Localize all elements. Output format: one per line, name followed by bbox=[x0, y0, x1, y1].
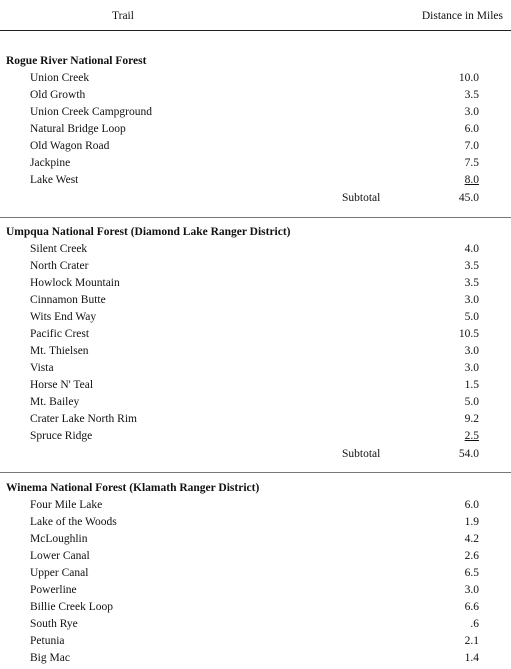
table-row bbox=[0, 635, 511, 652]
trail-name: Big Mac bbox=[30, 652, 70, 664]
trail-name: Mt. Bailey bbox=[30, 396, 80, 408]
trail-distance: 3.0 bbox=[464, 362, 479, 374]
table-row bbox=[0, 499, 511, 516]
trail-name: Billie Creek Loop bbox=[30, 601, 114, 613]
trail-name: North Crater bbox=[30, 260, 89, 272]
table-row bbox=[0, 379, 511, 396]
trail-name: Petunia bbox=[30, 635, 65, 647]
trail-distance: 4.2 bbox=[464, 533, 479, 545]
trail-name: Natural Bridge Loop bbox=[30, 123, 126, 135]
trail-distance: 1.5 bbox=[464, 379, 479, 391]
table-row bbox=[0, 345, 511, 362]
table-row bbox=[0, 260, 511, 277]
table-row bbox=[0, 123, 511, 140]
table-row bbox=[0, 516, 511, 533]
trail-distance: 10.0 bbox=[458, 72, 479, 84]
table-row bbox=[0, 311, 511, 328]
trail-distance: 1.4 bbox=[464, 652, 479, 664]
table-row bbox=[0, 533, 511, 550]
trail-distance: 9.2 bbox=[464, 413, 479, 425]
trail-name: Old Wagon Road bbox=[30, 140, 110, 152]
trail-distance: 2.1 bbox=[464, 635, 479, 647]
trail-name: Crater Lake North Rim bbox=[30, 413, 137, 425]
column-header-trail: Trail bbox=[112, 10, 134, 22]
trail-name: Lake of the Woods bbox=[30, 516, 117, 528]
trail-distance: 2.5 bbox=[464, 430, 479, 442]
trail-name: Pacific Crest bbox=[30, 328, 90, 340]
table-row bbox=[0, 430, 511, 447]
trail-distance: 1.9 bbox=[464, 516, 479, 528]
table-row bbox=[0, 652, 511, 669]
table-row bbox=[0, 550, 511, 567]
trail-distance: 8.0 bbox=[464, 174, 479, 186]
trail-distance: 7.0 bbox=[464, 140, 479, 152]
trail-name: Jackpine bbox=[30, 157, 71, 169]
trail-name: McLoughlin bbox=[30, 533, 88, 545]
trail-distance: 3.0 bbox=[464, 106, 479, 118]
trail-distance: 3.5 bbox=[464, 260, 479, 272]
subtotal-label: Subtotal bbox=[342, 448, 381, 460]
trail-name: South Rye bbox=[30, 618, 78, 630]
section-title: Winema National Forest (Klamath Ranger District) bbox=[6, 482, 260, 494]
section-divider bbox=[0, 472, 511, 473]
trail-name: Silent Creek bbox=[30, 243, 88, 255]
table-row bbox=[0, 362, 511, 379]
trail-distance: 6.0 bbox=[464, 499, 479, 511]
table-row bbox=[0, 413, 511, 430]
trail-name: Lake West bbox=[30, 174, 79, 186]
subtotal-value: 54.0 bbox=[458, 448, 479, 460]
table-row bbox=[0, 140, 511, 157]
column-header-distance: Distance in Miles bbox=[421, 10, 503, 22]
section-title: Rogue River National Forest bbox=[6, 55, 147, 67]
subtotal-label: Subtotal bbox=[342, 192, 381, 204]
trail-distance: 6.6 bbox=[464, 601, 479, 613]
section-divider bbox=[0, 217, 511, 218]
trail-distance: 6.0 bbox=[464, 123, 479, 135]
trail-distance: 3.0 bbox=[464, 294, 479, 306]
trail-name: Spruce Ridge bbox=[30, 430, 93, 442]
trail-distance: .6 bbox=[470, 618, 479, 630]
table-row bbox=[0, 328, 511, 345]
table-row bbox=[0, 567, 511, 584]
trail-distance: 4.0 bbox=[464, 243, 479, 255]
trail-name: Lower Canal bbox=[30, 550, 90, 562]
trail-distance: 5.0 bbox=[464, 396, 479, 408]
trail-distance: 3.0 bbox=[464, 584, 479, 596]
trail-name: Upper Canal bbox=[30, 567, 89, 579]
table-row bbox=[0, 243, 511, 260]
trail-distance: 2.6 bbox=[464, 550, 479, 562]
trail-name: Horse N' Teal bbox=[30, 379, 94, 391]
trail-distance: 7.5 bbox=[464, 157, 479, 169]
trail-distance: 3.0 bbox=[464, 345, 479, 357]
trail-name: Union Creek Campground bbox=[30, 106, 153, 118]
trail-name: Union Creek bbox=[30, 72, 90, 84]
trail-distance: 3.5 bbox=[464, 89, 479, 101]
table-row bbox=[0, 157, 511, 174]
trail-name: Howlock Mountain bbox=[30, 277, 120, 289]
trail-name: Mt. Thielsen bbox=[30, 345, 89, 357]
table-row bbox=[0, 294, 511, 311]
trail-name: Cinnamon Butte bbox=[30, 294, 106, 306]
trail-name: Vista bbox=[30, 362, 54, 374]
table-row bbox=[0, 106, 511, 123]
trail-name: Old Growth bbox=[30, 89, 86, 101]
trail-distance: 10.5 bbox=[458, 328, 479, 340]
table-row bbox=[0, 277, 511, 294]
trail-name: Powerline bbox=[30, 584, 77, 596]
section-title: Umpqua National Forest (Diamond Lake Ranger District) bbox=[6, 226, 291, 238]
trail-distance: 3.5 bbox=[464, 277, 479, 289]
subtotal-value: 45.0 bbox=[458, 192, 479, 204]
trail-distance: 5.0 bbox=[464, 311, 479, 323]
trail-name: Four Mile Lake bbox=[30, 499, 103, 511]
table-row bbox=[0, 396, 511, 413]
table-row bbox=[0, 618, 511, 635]
table-row bbox=[0, 174, 511, 191]
table-row bbox=[0, 601, 511, 618]
table-row bbox=[0, 72, 511, 89]
trail-name: Wits End Way bbox=[30, 311, 97, 323]
table-row bbox=[0, 584, 511, 601]
trail-distance: 6.5 bbox=[464, 567, 479, 579]
table-row bbox=[0, 89, 511, 106]
table-header bbox=[0, 0, 511, 31]
